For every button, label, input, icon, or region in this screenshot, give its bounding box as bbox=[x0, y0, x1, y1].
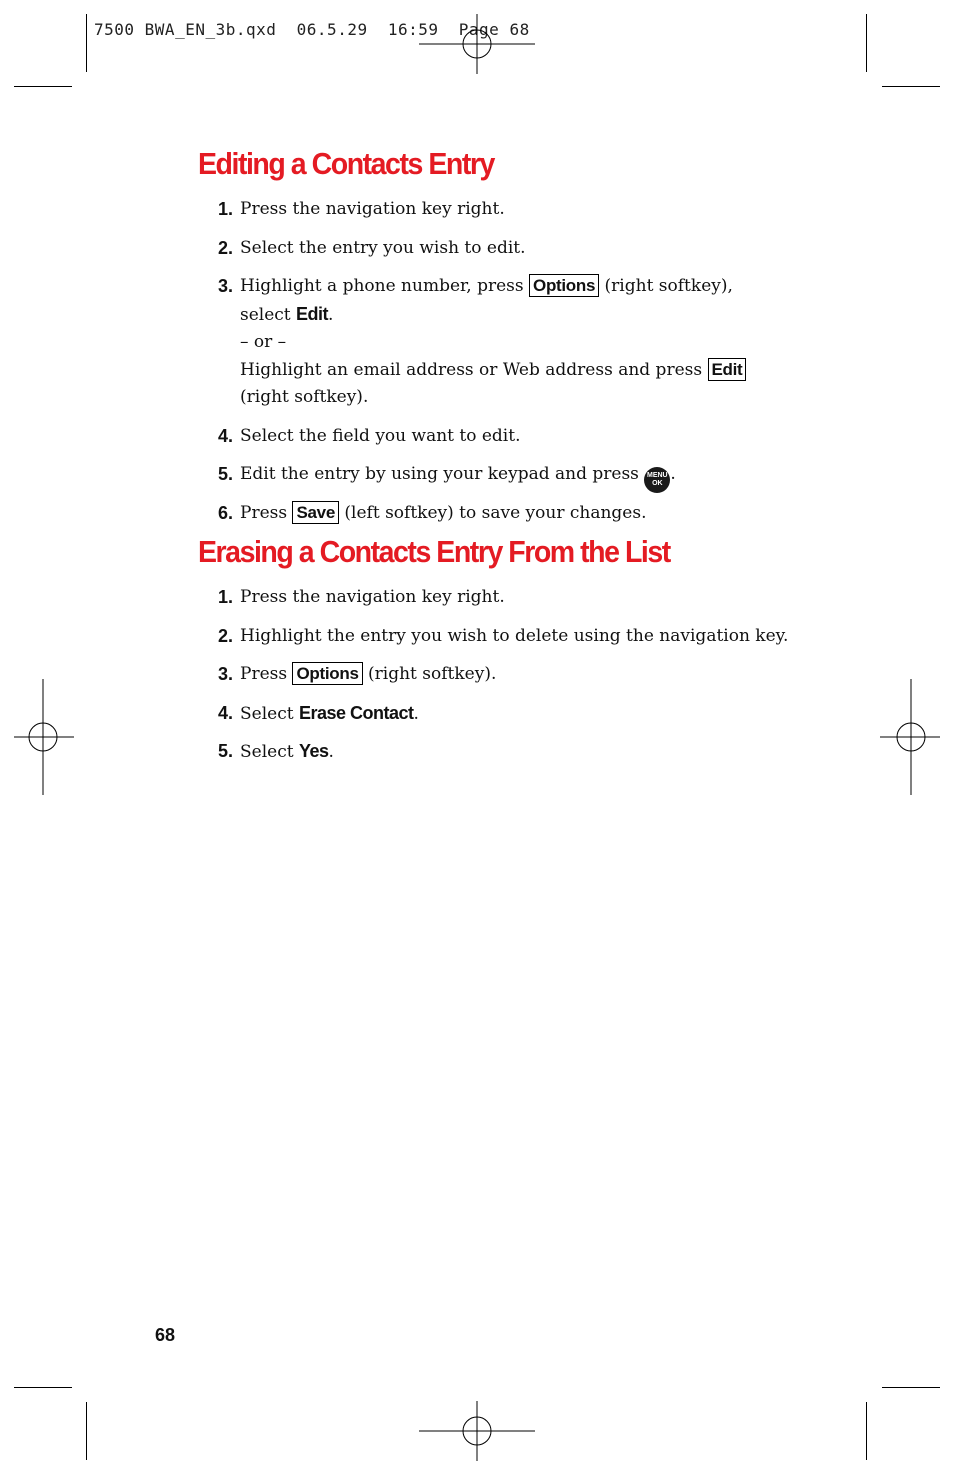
step-text bbox=[240, 500, 647, 528]
step-text bbox=[240, 700, 419, 729]
step-number: 1. bbox=[218, 199, 234, 219]
page-number: 68 bbox=[155, 1325, 176, 1345]
step-text: Select the entry you wish to edit. bbox=[240, 238, 526, 258]
step-text-fragment: select bbox=[240, 304, 291, 325]
step-text-fragment: Press bbox=[240, 664, 288, 684]
menu-ok-icon-label: MENU bbox=[647, 472, 668, 479]
step-text-fragment: Highlight an email address or Web address and press bbox=[240, 359, 703, 380]
step-number: 1. bbox=[218, 587, 234, 607]
step-number: 3. bbox=[218, 664, 234, 684]
step-text-fragment: . bbox=[328, 304, 334, 325]
menu-ok-icon-label: OK bbox=[652, 480, 663, 487]
step-text-fragment: . bbox=[413, 704, 419, 724]
step-text: Select the field you want to edit. bbox=[240, 426, 521, 446]
crop-mark bbox=[866, 14, 867, 72]
section-title-editing: Editing a Contacts Entry bbox=[198, 146, 494, 181]
step-text-fragment: . bbox=[328, 742, 334, 762]
crop-mark bbox=[866, 1402, 867, 1460]
step-text-fragment: . bbox=[670, 464, 676, 484]
step-text-fragment: Press bbox=[240, 503, 288, 523]
step-text: Press the navigation key right. bbox=[240, 587, 505, 607]
step-text-fragment: Select bbox=[240, 742, 294, 762]
step-number: 3. bbox=[218, 276, 234, 296]
options-softkey: Options bbox=[529, 274, 599, 297]
step-line bbox=[240, 273, 746, 301]
save-softkey: Save bbox=[292, 501, 339, 524]
step-number: 2. bbox=[218, 238, 234, 258]
step-line: (right softkey). bbox=[240, 387, 369, 407]
step-line bbox=[240, 301, 746, 330]
menu-option-erase-contact: Erase Contact bbox=[298, 703, 414, 723]
step-number: 2. bbox=[218, 626, 234, 646]
registration-mark-left-icon bbox=[14, 679, 74, 795]
step-number: 4. bbox=[218, 426, 234, 446]
step-number: 5. bbox=[218, 741, 234, 761]
crop-mark bbox=[14, 1387, 72, 1388]
step-text bbox=[240, 461, 676, 493]
step-text bbox=[240, 661, 496, 689]
step-text-fragment: Highlight a phone number, press bbox=[240, 276, 524, 296]
step-text bbox=[240, 738, 334, 767]
crop-mark bbox=[14, 86, 72, 87]
crop-mark bbox=[86, 1402, 87, 1460]
edit-softkey: Edit bbox=[708, 358, 747, 381]
step-line: – or – bbox=[240, 332, 287, 352]
step-number: 4. bbox=[218, 703, 234, 723]
options-softkey: Options bbox=[292, 662, 362, 685]
step-text-fragment: Edit the entry by using your keypad and press bbox=[240, 464, 639, 484]
step-line bbox=[240, 357, 746, 385]
section-title-erasing: Erasing a Contacts Entry From the List bbox=[198, 534, 670, 569]
step-text-fragment: (left softkey) to save your changes. bbox=[344, 503, 647, 523]
step-text-fragment: Select bbox=[240, 704, 294, 724]
step-text: Highlight the entry you wish to delete using the navigation key. bbox=[240, 626, 789, 646]
crop-mark bbox=[882, 1387, 940, 1388]
step-text bbox=[240, 273, 746, 412]
crop-mark bbox=[86, 14, 87, 72]
crop-mark bbox=[882, 86, 940, 87]
menu-option-yes: Yes bbox=[298, 741, 329, 761]
menu-ok-icon bbox=[644, 467, 670, 493]
registration-mark-right-icon bbox=[880, 679, 940, 795]
registration-mark-top-icon bbox=[419, 14, 535, 74]
step-text-fragment: (right softkey). bbox=[368, 664, 497, 684]
registration-mark-bottom-icon bbox=[419, 1401, 535, 1461]
step-text-fragment: (right softkey), bbox=[604, 276, 733, 296]
menu-option-edit: Edit bbox=[296, 303, 329, 324]
step-text: Press the navigation key right. bbox=[240, 199, 505, 219]
step-number: 5. bbox=[218, 464, 234, 484]
slug-line: 7500 BWA_EN_3b.qxd 06.5.29 16:59 Page 68 bbox=[94, 20, 530, 39]
step-number: 6. bbox=[218, 503, 234, 523]
